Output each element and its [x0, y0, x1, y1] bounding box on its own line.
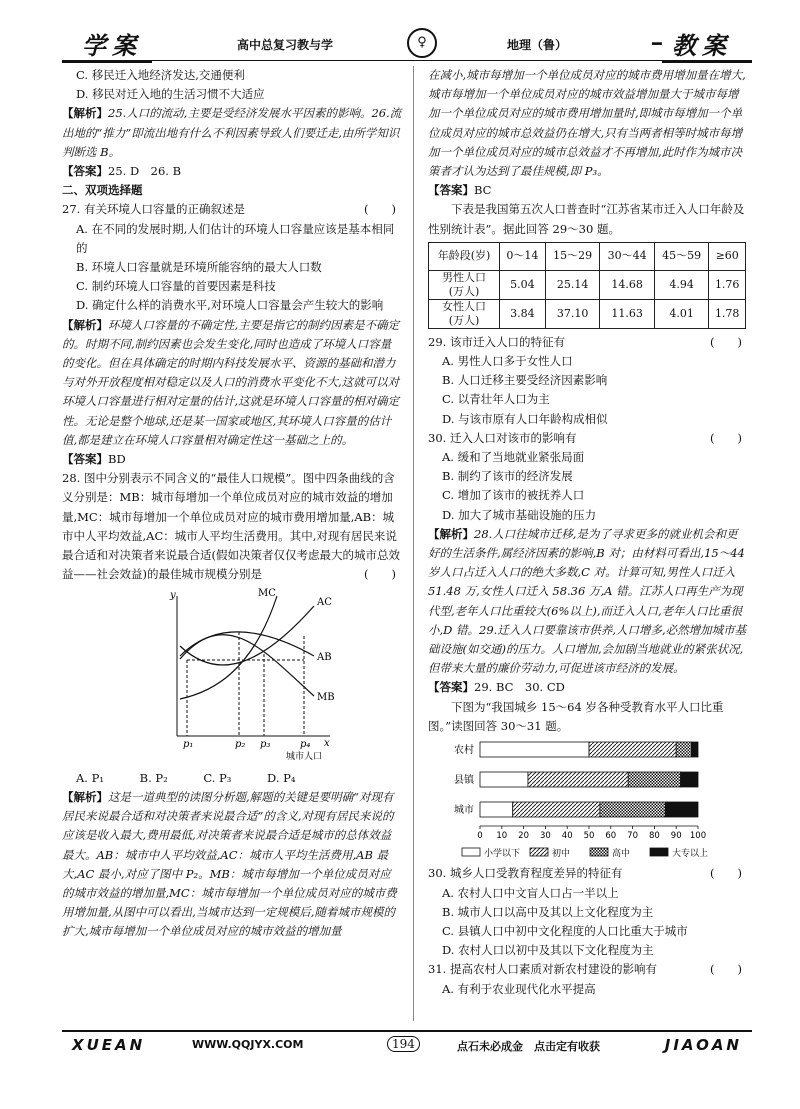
table-header-age: 30～44 [600, 242, 655, 270]
q30-stem [428, 429, 748, 448]
table-header-label: 年龄段(岁) [429, 242, 500, 270]
tick-label: 20 [518, 831, 530, 842]
tick-label: 60 [605, 831, 617, 842]
right-column [428, 66, 748, 999]
bar-segment [628, 772, 680, 787]
q28-stem [62, 469, 402, 584]
table-header-age: ≥60 [709, 242, 746, 270]
row-label-line1: 女性人口 [442, 299, 486, 313]
explanation-label: 【解析】 [62, 789, 108, 804]
tick-label: 30 [539, 831, 551, 842]
curve-mb [180, 635, 314, 696]
header-dash: ━ [652, 34, 662, 53]
q29-explanation [428, 525, 748, 679]
answer-bracket: ( ) [710, 962, 742, 977]
explanation-label: 【解析】 [62, 317, 108, 332]
tick-p4: p₄ [300, 739, 311, 751]
page-number: 194 [387, 1036, 420, 1052]
answer-label: 【答案】 [428, 680, 474, 695]
bar-segment [600, 802, 665, 817]
legend-swatch [530, 848, 548, 856]
table-cell: 3.84 [500, 299, 546, 328]
answer-bracket: ( ) [364, 202, 396, 217]
footer-right-brand: JIAOAN [664, 1036, 742, 1054]
q29-stem-text: 29. 该市迁入人口的特征有 [428, 334, 565, 349]
tick-label: 50 [583, 831, 595, 842]
q25-answer [62, 162, 402, 181]
answer-label: 【答案】 [62, 452, 108, 467]
curve-ab [180, 632, 314, 656]
q25-explanation-text: 25.人口的流动,主要是受经济发展水平因素的影响。26.流出地的“推力”即流出地有什么不利因素导致人们要迁走,由所学知识判断选 B。 [62, 106, 402, 159]
bar-segment [681, 772, 698, 787]
q30-option-d: D. 加大了城市基础设施的压力 [442, 507, 597, 522]
curve-label-ab: AB [317, 652, 332, 664]
table-cell: 1.78 [709, 299, 746, 328]
tick-label: 70 [627, 831, 639, 842]
q28-options [62, 769, 402, 788]
table-cell: 1.76 [709, 270, 746, 299]
q30b-stem [428, 864, 748, 883]
bar-segment [480, 802, 513, 817]
bar-segment [691, 742, 698, 757]
q29-answer [428, 678, 748, 697]
category-label: 农村 [454, 745, 474, 757]
migration-table [428, 242, 746, 329]
column-divider [413, 66, 414, 1021]
bar-segment [665, 802, 698, 817]
table-intro: 下表是我国第五次人口普查时“江苏省某市迁入人口年龄及性别统计表”。据此回答 29～30 题。 [428, 202, 745, 236]
y-axis-label: y [170, 590, 176, 602]
category-label: 城市 [454, 805, 474, 817]
table-header-age: 45～59 [654, 242, 709, 270]
legend-swatch [590, 848, 608, 856]
q30b-stem-text: 30. 城乡人口受教育程度差异的特征有 [428, 866, 623, 881]
legend-label: 初中 [552, 849, 571, 859]
q30-option-c: C. 增加了该市的被抚养人口 [442, 488, 585, 503]
q27-option-c: C. 制约环境人口容量的首要因素是科技 [76, 279, 276, 294]
table-row [429, 299, 746, 328]
q28-explanation-continued: 在减小,城市每增加一个单位成员对应的城市费用增加量在增大,城市每增加一个单位成员对应的城市效益增加量大于城市每增加一个单位成员对应的城市费用增加量时,即城市每增加一个单位成员对应的城市总效益仍在增大,只有当两者相等时城市每增加一个单位成员对应的城市总效益才不再增加,此时作为城市决策者才认为达到了最佳规模,即 P₃。 [428, 68, 746, 179]
bar-chart-intro: 下图为“我国城乡 15～64 岁各种受教育水平人口比重图。”读图回答 30～31 题。 [428, 699, 724, 733]
curve-label-ac: AC [317, 597, 332, 609]
q29-explanation-text: 28.人口往城市迁移,是为了寻求更多的就业机会和更好的生活条件,属经济因素的影响,B 对；由材料可看出,15～44 岁人口占迁入人口的绝大多数,C 对。计算可知,男性人口迁入 51.48 万,女性人口迁入 58.36 万,A 错。江苏人口再生产为现代型,老年人口比重较大(6%以上),而迁入人口,老年人口比重很小,D 错。29.迁入人口要靠该市供养,人口增多,必然增加城市基础设施(如交通)的压力。人口增加,会加剧当地就业的紧张状况,但带来大量的廉价劳动力,可促进该市经济的发展。 [428, 526, 747, 676]
page-header [62, 26, 752, 62]
tick-label: 40 [561, 831, 573, 842]
city-scale-curve-chart [62, 584, 402, 762]
category-label: 县镇 [454, 775, 474, 787]
explanation-label: 【解析】 [428, 526, 474, 541]
q29-stem [428, 333, 748, 352]
answer-bracket: ( ) [710, 430, 742, 445]
bar-segment [480, 742, 589, 757]
bar-segment [528, 772, 628, 787]
q29-option-d: D. 与该市原有人口年龄构成相似 [442, 411, 608, 426]
q28-explanation-text: 这是一道典型的读图分析题,解题的关键是要明确“对现有居民来说最合适和对决策者来说最合适”的含义,对现有居民来说的应该是收入最大,费用最低,对决策者来说最合适是城市的总体效益最大。AB：城市中人平均效益,AC：城市人平均生活费用,AB 最大,AC 最小,对应了图中 P₂。MB：城市每增加一个单位成员对应的城市效益的增加量,MC：城市每增加一个单位成员对应的城市费用增加量,从图中可以看出,当城市达到一定规模后,随着城市规模的扩大,城市每增加一个单位成员对应的城市效益的增加量 [62, 789, 397, 939]
chart-legend [462, 847, 708, 858]
legend-label: 高中 [612, 849, 631, 859]
q28-explanation [62, 788, 402, 942]
q31-option-a: A. 有利于农业现代化水平提高 [442, 981, 596, 996]
header-left-title: 学案 [62, 26, 152, 63]
q27-explanation [62, 316, 402, 450]
tick-p1: p₁ [183, 739, 194, 751]
q30-option-b: B. 制约了该市的经济发展 [442, 469, 573, 484]
table-cell: 4.01 [654, 299, 709, 328]
tick-label: 0 [477, 831, 483, 842]
answer-label: 【答案】 [62, 164, 108, 179]
section-heading: 二、双项选择题 [62, 183, 143, 198]
tick-p3: p₃ [260, 739, 271, 751]
tick-label: 80 [648, 831, 660, 842]
bar-segment [589, 742, 676, 757]
q29-option-c: C. 以青壮年人口为主 [442, 392, 550, 407]
footer-url: WWW.QQJYX.COM [192, 1038, 304, 1051]
q29-option-a: A. 男性人口多于女性人口 [442, 354, 573, 369]
q28-option-a: A. P₁ [76, 770, 104, 785]
q29-option-b: B. 人口迁移主要受经济因素影响 [442, 373, 608, 388]
table-row-label [429, 270, 500, 299]
q27-answer [62, 450, 402, 469]
q30-stem-text: 30. 迁入人口对该市的影响有 [428, 430, 577, 445]
x-axis [477, 826, 706, 841]
education-stacked-bar-chart [428, 736, 748, 858]
q28-option-d: D. P₄ [266, 770, 296, 785]
q29-answer-text: 29. BC 30. CD [474, 680, 565, 695]
header-book-title: 高中总复习教与学 [237, 38, 334, 52]
q27-stem [62, 200, 402, 219]
q30b-option-c: C. 县镇人口中初中文化程度的人口比重大于城市 [442, 923, 688, 938]
q30b-option-b: B. 城市人口以高中及其以上文化程度为主 [442, 904, 654, 919]
page-footer [62, 1036, 752, 1058]
curve-label-mb: MB [317, 692, 335, 704]
table-cell: 5.04 [500, 270, 546, 299]
legend-swatch [462, 848, 480, 856]
tick-label: 90 [670, 831, 682, 842]
q28-answer-text: BC [474, 183, 492, 198]
footer-rule [62, 1030, 752, 1032]
x-axis-title: 城市人口 [286, 752, 323, 763]
table-cell: 37.10 [545, 299, 600, 328]
q27-option-a: A. 在不同的发展时期,人们估计的环境人口容量应该是基本相同的 [76, 221, 395, 255]
header-logo-icon: ♀ [407, 28, 437, 58]
q28-option-c: C. P₃ [203, 770, 232, 785]
q27-stem-text: 27. 有关环境人口容量的正确叙述是 [62, 202, 245, 217]
q31-stem-text: 31. 提高农村人口素质对新农村建设的影响有 [428, 962, 657, 977]
header-subject: 地理（鲁） [507, 38, 568, 52]
header-right-title: 教案 [662, 26, 752, 63]
table-cell: 25.14 [545, 270, 600, 299]
q27-explanation-text: 环境人口容量的不确定性,主要是指它的制约因素是不确定的。时期不同,制约因素也会发生变化,同时也造成了环境人口容量的变化。但在具体确定的时期内科技发展水平、资源的基础和潜力与对外开放程度相对稳定以及人口的消费水平变化不大,这就可以对环境人口容量进行相对定量的估计,这就是环境人口容量的相对确定性。无论是整个地球,还是某一国家或地区,其环境人口容量的估计值,都是建立在环境人口容量相对确定性这一基础之上的。 [62, 317, 400, 447]
table-row [429, 242, 746, 270]
q28-stem-text: 28. 图中分别表示不同含义的“最佳人口规模”。图中四条曲线的含义分别是：MB：城市每增加一个单位成员对应的城市效益的增加量,MC：城市每增加一个单位成员对应的城市费用增加量,AB：城市中人平均效益,AC：城市人平均生活费用。其中,对现有居民来说最合适和对决策者来说最合适(假如决策者仅仅考虑最大的城市总效益——社会效益)的最佳城市规模分别是 [62, 471, 400, 582]
row-label-line2: (万人) [448, 284, 480, 298]
q27-answer-text: BD [108, 452, 126, 467]
table-cell: 11.63 [600, 299, 655, 328]
x-axis-label: x [324, 738, 330, 750]
bar-segment [676, 742, 691, 757]
q27-option-b: B. 环境人口容量就是环境所能容纳的最大人口数 [76, 260, 322, 275]
legend-label: 小学以下 [484, 849, 521, 859]
answer-bracket: ( ) [364, 567, 396, 582]
header-rule [62, 60, 752, 61]
footer-slogan: 点石未必成金 点击定有收获 [457, 1040, 600, 1053]
q30b-option-d: D. 农村人口以初中及其以下文化程度为主 [442, 943, 654, 958]
table-cell: 4.94 [654, 270, 709, 299]
tick-label: 10 [496, 831, 508, 842]
answer-bracket: ( ) [710, 334, 742, 349]
tick-label: 100 [689, 831, 707, 842]
explanation-label: 【解析】 [62, 106, 108, 121]
curve-mc [180, 596, 277, 699]
bar-segment [513, 802, 600, 817]
left-column [62, 66, 402, 942]
q25-answer-text: 25. D 26. B [108, 164, 182, 179]
q25-option-d: D. 移民对迁入地的生活习惯不大适应 [76, 87, 265, 102]
q25-option-c: C. 移民迁入地经济发达,交通便利 [76, 68, 245, 82]
table-header-age: 15～29 [545, 242, 600, 270]
table-header-age: 0～14 [500, 242, 546, 270]
tick-p2: p₂ [235, 739, 246, 751]
answer-bracket: ( ) [710, 866, 742, 881]
bar-segment [480, 772, 528, 787]
answer-label: 【答案】 [428, 183, 474, 198]
table-row-label [429, 299, 500, 328]
footer-left-brand: XUEAN [72, 1036, 146, 1054]
legend-swatch [650, 848, 668, 856]
row-label-line2: (万人) [448, 313, 480, 327]
q27-option-d: D. 确定什么样的消费水平,对环境人口容量会产生较大的影响 [76, 298, 384, 313]
curve-label-mc: MC [258, 588, 276, 600]
q30b-option-a: A. 农村人口中文盲人口占一半以上 [442, 885, 619, 900]
q28-option-b: B. P₂ [139, 770, 168, 785]
q25-explanation [62, 104, 402, 162]
row-label-line1: 男性人口 [442, 270, 486, 284]
q30-option-a: A. 缓和了当地就业紧张局面 [442, 450, 585, 465]
legend-label: 大专以上 [672, 849, 709, 859]
table-row [429, 270, 746, 299]
q28-answer [428, 181, 748, 200]
q31-stem [428, 960, 748, 979]
bar-group [454, 742, 698, 817]
table-cell: 14.68 [600, 270, 655, 299]
